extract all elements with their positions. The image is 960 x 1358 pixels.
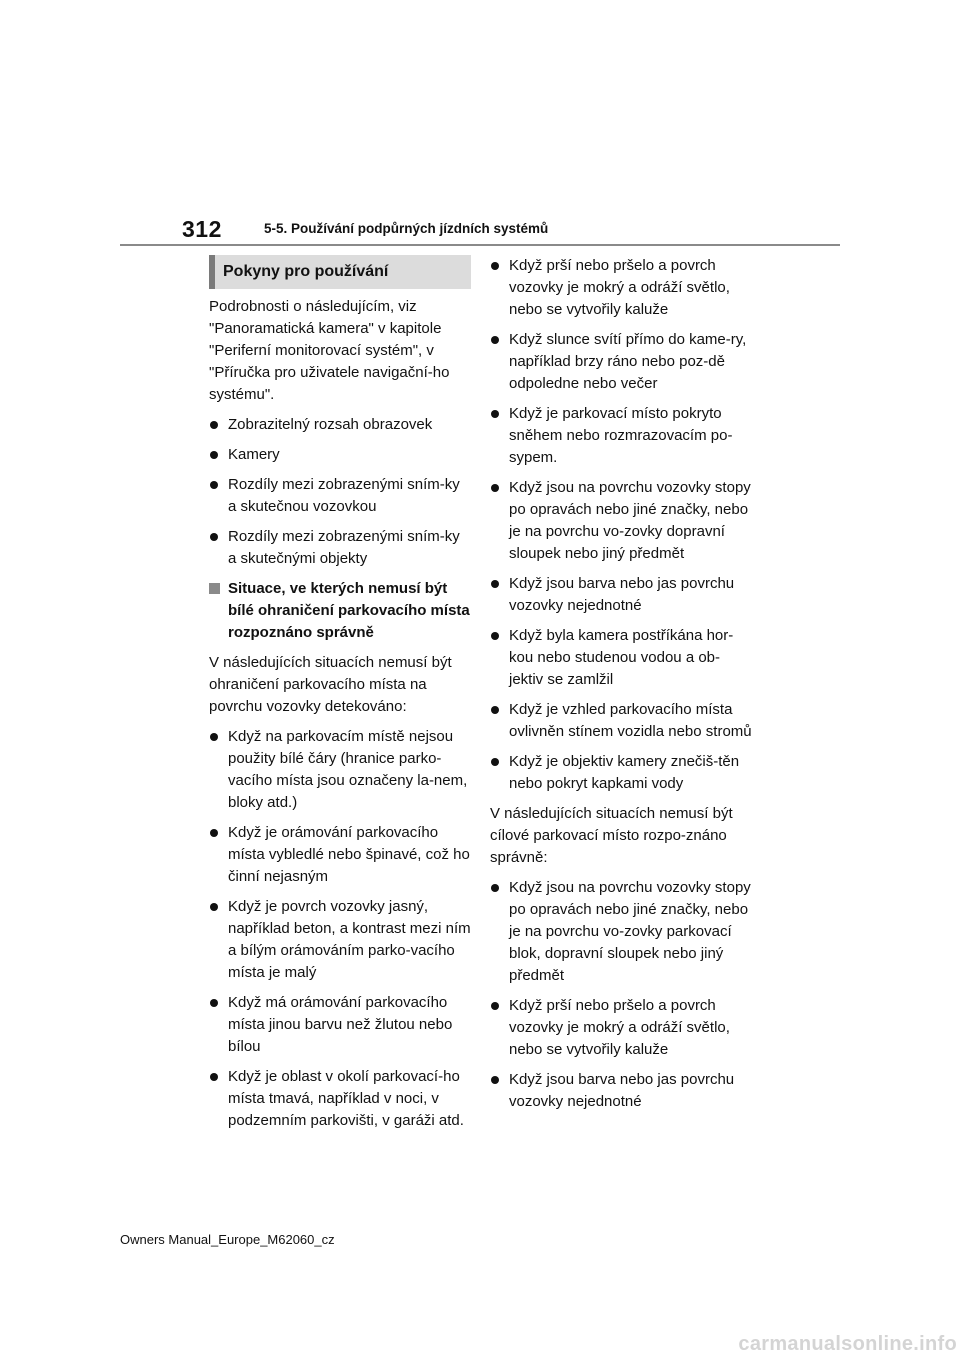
bullet-icon	[491, 758, 499, 766]
bullet-icon	[210, 829, 218, 837]
list-item	[490, 477, 752, 565]
list-item	[209, 474, 471, 518]
list-item-text: Když jsou na povrchu vozovky stopy po opravách nebo jiné značky, nebo je na povrchu vo-zovky parkovací blok, dopravní sloupek nebo jiný předmět	[509, 879, 751, 984]
list-item-text: Když slunce svítí přímo do kame-ry, například brzy ráno nebo poz-dě odpoledne nebo večer	[509, 331, 747, 392]
list-item-text: Když na parkovacím místě nejsou použity bílé čáry (hranice parko-vacího místa jsou označeny la-nem, bloky atd.)	[228, 728, 468, 811]
watermark: carmanualsonline.info	[738, 1333, 957, 1355]
list-item	[490, 329, 752, 395]
bullet-icon	[491, 632, 499, 640]
subheading	[209, 578, 471, 644]
list-item-text: Když prší nebo pršelo a povrch vozovky je mokrý a odráží světlo, nebo se vytvořily kaluže	[509, 997, 730, 1058]
intro-paragraph: Podrobnosti o následujícím, viz "Panoramatická kamera" v kapitole "Periferní monitorovací systém", v "Příručka pro uživatele navigační-ho systému".	[209, 298, 450, 403]
left-column	[209, 255, 471, 1140]
bullet-icon	[210, 733, 218, 741]
bullet-icon	[491, 1002, 499, 1010]
list-item-text: Rozdíly mezi zobrazenými sním-ky a skutečnou vozovkou	[228, 476, 460, 515]
list-item	[209, 726, 471, 814]
footer-manual-id: Owners Manual_Europe_M62060_cz	[120, 1232, 335, 1247]
bullet-icon	[210, 999, 218, 1007]
list-item	[490, 877, 752, 987]
bullet-icon	[210, 903, 218, 911]
right-column	[490, 255, 752, 1121]
list-item-text: Když jsou na povrchu vozovky stopy po opravách nebo jiné značky, nebo je na povrchu vo-zovky dopravní sloupek nebo jiný předmět	[509, 479, 751, 562]
bullet-icon	[210, 451, 218, 459]
list-item	[490, 255, 752, 321]
list-item-text: Když má orámování parkovacího místa jinou barvu než žlutou nebo bílou	[228, 994, 453, 1055]
list-item-text: Když jsou barva nebo jas povrchu vozovky nejednotné	[509, 1071, 735, 1110]
right-paragraph: V následujících situacích nemusí být cílové parkovací místo rozpo-znáno správně:	[490, 805, 733, 866]
bullet-icon	[491, 706, 499, 714]
bullet-icon	[491, 336, 499, 344]
list-item-text: Když je vzhled parkovacího místa ovlivněn stínem vozidla nebo stromů	[509, 701, 752, 740]
list-item	[490, 573, 752, 617]
square-icon	[209, 583, 220, 594]
list-item-text: Když je oblast v okolí parkovací-ho místa tmavá, například v noci, v podzemním parkovišti, v garáži atd.	[228, 1068, 464, 1129]
list-item	[490, 403, 752, 469]
list-item	[490, 751, 752, 795]
list-item	[209, 1066, 471, 1132]
list-item	[209, 414, 471, 436]
list-item	[209, 444, 471, 466]
list-item-text: Když je objektiv kamery znečiš-těn nebo pokryt kapkami vody	[509, 753, 740, 792]
bullet-icon	[491, 580, 499, 588]
list-item-text: Když jsou barva nebo jas povrchu vozovky nejednotné	[509, 575, 735, 614]
list-item-text: Kamery	[228, 446, 280, 463]
list-item-text: Když prší nebo pršelo a povrch vozovky je mokrý a odráží světlo, nebo se vytvořily kaluže	[509, 257, 730, 318]
bullet-icon	[210, 421, 218, 429]
list-item	[490, 1069, 752, 1113]
list-item-text: Když je povrch vozovky jasný, například beton, a kontrast mezi ním a bílým orámováním parko-vacího místa je malý	[228, 898, 471, 981]
bullet-icon	[491, 484, 499, 492]
bullet-icon	[491, 410, 499, 418]
list-item	[490, 995, 752, 1061]
bullet-icon	[491, 262, 499, 270]
list-item	[209, 526, 471, 570]
list-item-text: Když byla kamera postříkána hor-kou nebo studenou vodou a ob-jektiv se zamlžil	[509, 627, 734, 688]
bullet-icon	[491, 1076, 499, 1084]
subheading-paragraph: V následujících situacích nemusí být ohraničení parkovacího místa na povrchu vozovky detekováno:	[209, 654, 452, 715]
bullet-icon	[210, 533, 218, 541]
bullet-icon	[210, 481, 218, 489]
page-number: 312	[182, 216, 222, 242]
list-item	[209, 992, 471, 1058]
list-item-text: Zobrazitelný rozsah obrazovek	[228, 416, 433, 433]
header-rule	[120, 244, 840, 246]
section-box-title: Pokyny pro používání	[209, 255, 471, 289]
list-item-text: Rozdíly mezi zobrazenými sním-ky a skutečnými objekty	[228, 528, 460, 567]
list-item-text: Když je parkovací místo pokryto sněhem nebo rozmrazovacím po-sypem.	[509, 405, 733, 466]
section-title: 5-5. Používání podpůrných jízdních systémů	[264, 221, 549, 236]
list-item	[209, 822, 471, 888]
subheading-text: Situace, ve kterých nemusí být bílé ohraničení parkovacího místa rozpoznáno správně	[228, 580, 470, 641]
list-item-text: Když je orámování parkovacího místa vybledlé nebo špinavé, což ho činní nejasným	[228, 824, 470, 885]
list-item	[490, 699, 752, 743]
bullet-icon	[210, 1073, 218, 1081]
list-item	[490, 625, 752, 691]
list-item	[209, 896, 471, 984]
bullet-icon	[491, 884, 499, 892]
